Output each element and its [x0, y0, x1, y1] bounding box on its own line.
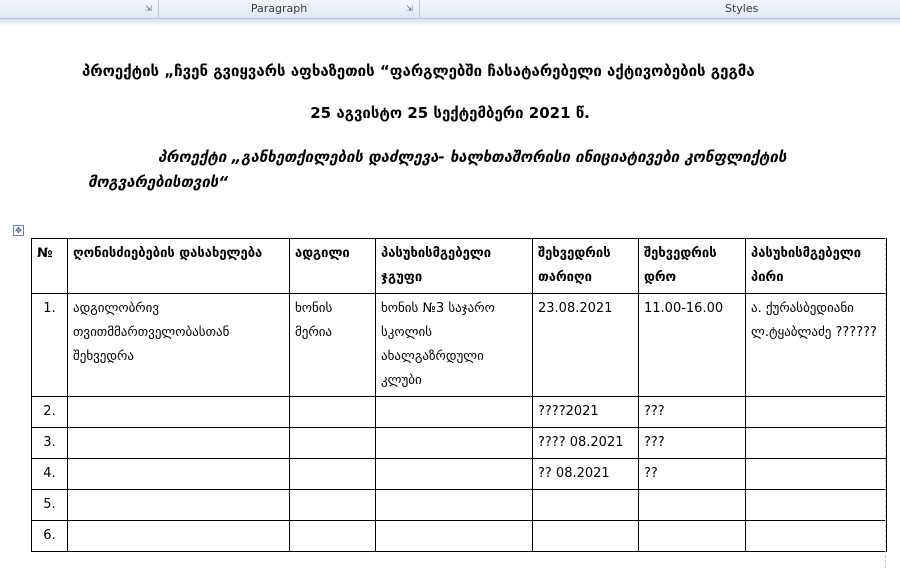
table-cell[interactable] — [376, 459, 533, 490]
table-cell[interactable]: ადგილობრივ თვითმმართველობასთან შეხვედრა — [68, 294, 290, 397]
table-cell[interactable]: 1. — [32, 294, 68, 397]
table-cell[interactable] — [376, 490, 533, 521]
document-dates: 25 აგვისტო 25 სექტემბერი 2021 წ. — [310, 104, 590, 122]
table-cell[interactable] — [68, 428, 290, 459]
ribbon-group-paragraph: Paragraph — [250, 2, 308, 15]
ribbon-group-font — [0, 0, 145, 18]
ribbon-group-styles: Styles — [725, 2, 759, 15]
font-dialog-launcher-icon[interactable]: ⇲ — [145, 4, 152, 13]
table-row — [32, 490, 887, 521]
table-cell[interactable] — [68, 490, 290, 521]
header-meeting-date[interactable]: შეხვედრის თარიღი — [533, 239, 639, 294]
page-margin-guide — [885, 238, 886, 568]
table-cell[interactable] — [533, 490, 639, 521]
table-row — [32, 521, 887, 552]
table-cell[interactable] — [746, 490, 887, 521]
activities-table — [31, 238, 887, 552]
table-row — [32, 397, 887, 428]
header-event-name[interactable]: ღონისძიებების დასახელება — [68, 239, 290, 294]
ribbon-group-labels — [0, 0, 900, 19]
document-subtitle — [88, 145, 888, 195]
table-cell[interactable]: ??? — [639, 397, 746, 428]
table-cell[interactable]: 5. — [32, 490, 68, 521]
table-row — [32, 428, 887, 459]
table-cell[interactable]: 23.08.2021 — [533, 294, 639, 397]
header-place[interactable]: ადგილი — [290, 239, 376, 294]
table-cell[interactable] — [376, 521, 533, 552]
subtitle-line-1: პროექტი „განხეთქილების დაძლევა- ხალხთაშორისი ინიციატივები კონფლიქტის — [158, 148, 787, 166]
table-cell[interactable] — [290, 428, 376, 459]
ribbon-shadow — [0, 19, 900, 27]
table-row — [32, 294, 887, 397]
table-cell[interactable]: 6. — [32, 521, 68, 552]
table-cell[interactable] — [68, 459, 290, 490]
table-cell[interactable]: ??? — [639, 428, 746, 459]
table-cell[interactable] — [746, 521, 887, 552]
table-cell[interactable]: ?? 08.2021 — [533, 459, 639, 490]
table-row — [32, 459, 887, 490]
header-responsible-person[interactable]: პასუხისმგებელი პირი — [746, 239, 887, 294]
table-cell[interactable] — [68, 521, 290, 552]
table-cell[interactable]: 4. — [32, 459, 68, 490]
document-heading: პროექტის „ჩვენ გვიყვარს აფხაზეთის “ფარგლებში ჩასატარებელი აქტივობების გეგმა — [82, 62, 755, 80]
table-cell[interactable]: ა. ქურასბედიანი ლ.ტყაბლაძე ?????? — [746, 294, 887, 397]
table-cell[interactable] — [290, 459, 376, 490]
table-cell[interactable] — [639, 490, 746, 521]
table-cell[interactable] — [376, 397, 533, 428]
table-cell[interactable] — [376, 428, 533, 459]
table-cell[interactable] — [746, 459, 887, 490]
table-cell[interactable]: 2. — [32, 397, 68, 428]
table-cell[interactable] — [533, 521, 639, 552]
table-cell[interactable] — [68, 397, 290, 428]
table-cell[interactable] — [746, 428, 887, 459]
table-cell[interactable] — [290, 521, 376, 552]
table-cell[interactable]: 11.00-16.00 — [639, 294, 746, 397]
table-cell[interactable] — [290, 490, 376, 521]
table-cell[interactable]: ხონის მერია — [290, 294, 376, 397]
table-cell[interactable] — [290, 397, 376, 428]
header-number[interactable]: № — [32, 239, 68, 294]
subtitle-line-2: მოგვარებისთვის“ — [88, 173, 229, 191]
table-header-row — [32, 239, 887, 294]
table-cell[interactable] — [639, 521, 746, 552]
table-cell[interactable]: 3. — [32, 428, 68, 459]
table-move-handle-icon[interactable]: ✥ — [13, 225, 24, 236]
header-meeting-time[interactable]: შეხვედრის დრო — [639, 239, 746, 294]
table-cell[interactable]: ?? — [639, 459, 746, 490]
header-responsible-group[interactable]: პასუხისმგებელი ჯგუფი — [376, 239, 533, 294]
table-cell[interactable]: ???? 08.2021 — [533, 428, 639, 459]
table-cell[interactable]: ????2021 — [533, 397, 639, 428]
table-cell[interactable] — [746, 397, 887, 428]
table-cell[interactable]: ხონის №3 საჯარო სკოლის ახალგაზრდული კლუბი — [376, 294, 533, 397]
paragraph-dialog-launcher-icon[interactable]: ⇲ — [406, 4, 413, 13]
